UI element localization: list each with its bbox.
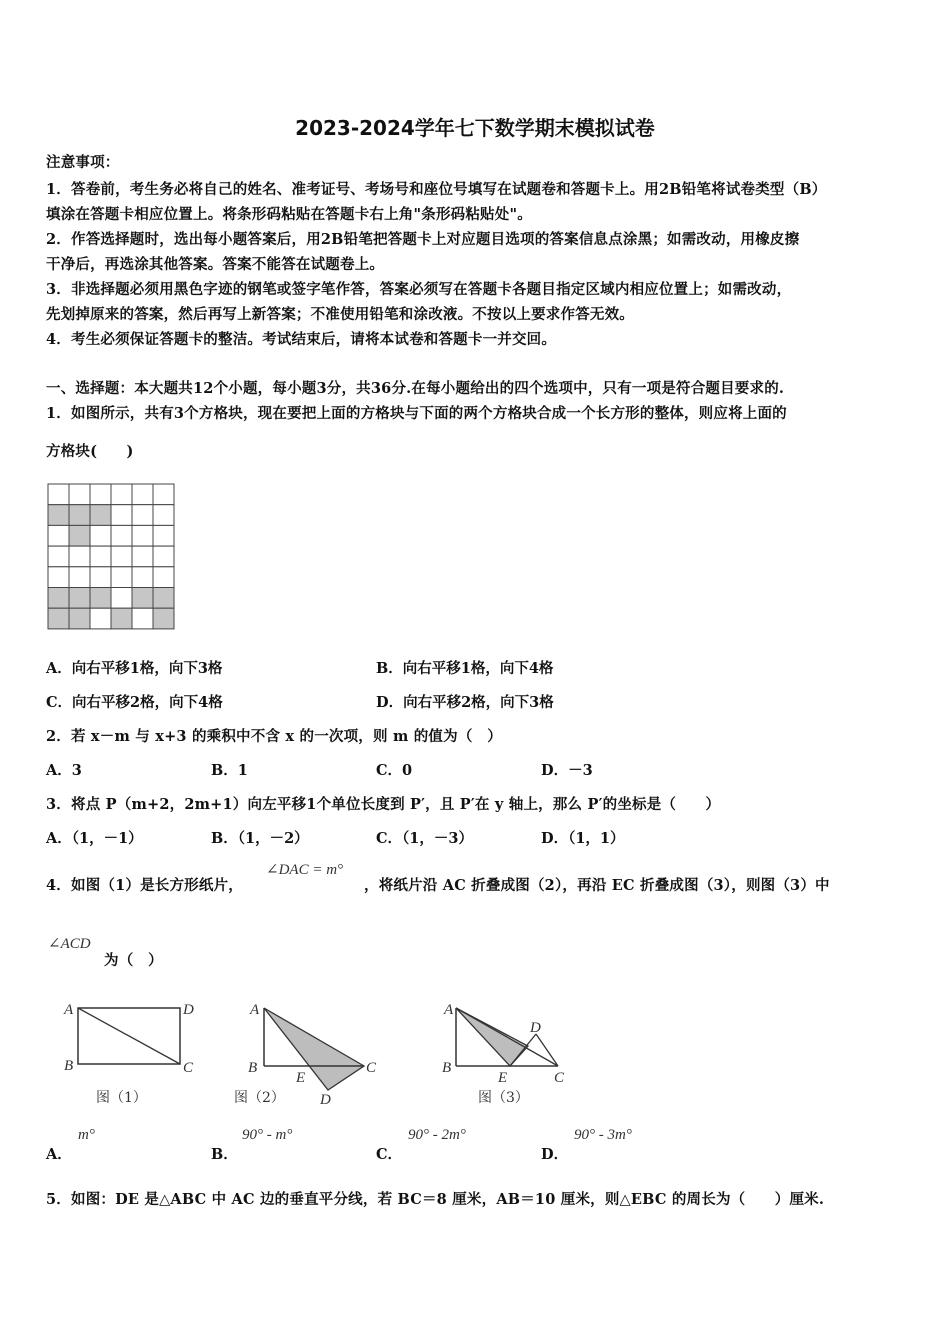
q4-option-c-value[interactable]: 90° - 2m°: [408, 1127, 466, 1143]
q4-option-a-value[interactable]: m°: [78, 1127, 95, 1143]
notice-line: 填涂在答题卡相应位置上。将条形码粘贴在答题卡右上角"条形码粘贴处"。: [46, 206, 532, 223]
page-title: 2023-2024学年七下数学期末模拟试卷: [295, 116, 655, 140]
q2-option-a[interactable]: A．3: [46, 762, 82, 779]
section-heading: 一、选择题：本大题共12个小题，每小题3分，共36分.在每小题给出的四个选项中，只有一项是符合题目要求的.: [46, 380, 785, 397]
point-label-a: A: [64, 1002, 74, 1018]
q4-stem-part2: ，将纸片沿 AC 折叠成图（2），再沿 EC 折叠成图（3），则图（3）中: [364, 877, 830, 894]
q3-option-b[interactable]: B．（1，－2）: [211, 830, 309, 847]
point-label-a: A: [444, 1002, 454, 1018]
q2-option-d[interactable]: D．－3: [541, 762, 593, 779]
grid-cell: [48, 484, 69, 505]
grid-cell: [132, 525, 153, 546]
q2-stem: 2．若 x－m 与 x+3 的乘积中不含 x 的一次项，则 m 的值为（ ）: [46, 728, 502, 745]
grid-cell: [90, 525, 111, 546]
q4-option-b-letter[interactable]: B．: [211, 1146, 238, 1163]
grid-cell: [48, 567, 69, 588]
grid-cell: [132, 588, 153, 609]
point-label-e: E: [296, 1070, 306, 1086]
grid-cell: [132, 608, 153, 629]
grid-cell: [153, 588, 174, 609]
q4-option-d-value[interactable]: 90° - 3m°: [574, 1127, 632, 1143]
grid-cell: [48, 525, 69, 546]
grid-cell: [153, 505, 174, 526]
notice-line: 先划掉原来的答案，然后再写上新答案；不准使用铅笔和涂改液。不按以上要求作答无效。: [46, 306, 634, 323]
q2-option-c[interactable]: C．0: [376, 762, 413, 779]
notice-line: 4．考生必须保证答题卡的整洁。考试结束后，请将本试卷和答题卡一并交回。: [46, 331, 557, 348]
point-label-b: B: [248, 1060, 258, 1076]
point-label-a: A: [250, 1002, 260, 1018]
grid-cell: [132, 567, 153, 588]
q1-grid-figure: [47, 483, 177, 631]
q1-stem-line1: 1．如图所示，共有3个方格块，现在要把上面的方格块与下面的两个方格块合成一个长方形的整体，则应将上面的: [46, 405, 787, 422]
point-label-e: E: [498, 1070, 508, 1086]
grid-cell: [90, 588, 111, 609]
grid-cell: [48, 588, 69, 609]
q4-stem-part3: 为（ ）: [104, 952, 163, 969]
q1-stem-line2: 方格块( ): [46, 443, 134, 460]
grid-cell: [48, 608, 69, 629]
grid-cell: [153, 567, 174, 588]
grid-cell: [111, 608, 132, 629]
q4-angle-dac: ∠DAC = m°: [266, 862, 344, 878]
grid-cell: [132, 546, 153, 567]
q4-angle-acd: ∠ACD: [48, 936, 91, 952]
grid-cell: [69, 567, 90, 588]
q4-option-c-letter[interactable]: C．: [376, 1146, 403, 1163]
grid-cell: [111, 588, 132, 609]
grid-cell: [111, 484, 132, 505]
grid-cell: [132, 505, 153, 526]
grid-cell: [153, 608, 174, 629]
grid-cell: [132, 484, 153, 505]
q2-option-b[interactable]: B．1: [211, 762, 248, 779]
point-label-c: C: [183, 1060, 194, 1076]
q3-option-c[interactable]: C．（1，－3）: [376, 830, 473, 847]
q1-option-a[interactable]: A．向右平移1格，向下3格: [46, 660, 223, 677]
q4-option-d-letter[interactable]: D．: [541, 1146, 569, 1163]
grid-cell: [111, 505, 132, 526]
point-label-d: D: [530, 1020, 541, 1036]
point-label-c: C: [366, 1060, 377, 1076]
grid-cell: [69, 608, 90, 629]
grid-cell: [48, 546, 69, 567]
point-label-d: D: [183, 1002, 194, 1018]
point-label-c: C: [554, 1070, 565, 1086]
q5-stem: 5．如图：DE 是△ABC 中 AC 边的垂直平分线，若 BC＝8 厘米，AB＝10 厘米，则△EBC 的周长为（ ）厘米.: [46, 1191, 825, 1208]
notice-heading: 注意事项：: [46, 154, 120, 171]
notice-line: 3．非选择题必须用黑色字迹的钢笔或签字笔作答，答案必须写在答题卡各题目指定区域内相应位置上；如需改动，: [46, 281, 792, 298]
q4-option-a-letter[interactable]: A．: [46, 1146, 72, 1163]
grid-cell: [153, 546, 174, 567]
q4-stem-part1: 4．如图（1）是长方形纸片，: [46, 877, 243, 894]
point-label-d: D: [320, 1092, 331, 1108]
q3-option-a[interactable]: A．（1，－1）: [46, 830, 143, 847]
grid-cell: [69, 484, 90, 505]
grid-cell: [69, 525, 90, 546]
q1-option-c[interactable]: C．向右平移2格，向下4格: [46, 694, 223, 711]
point-label-b: B: [64, 1058, 74, 1074]
grid-cell: [69, 588, 90, 609]
grid-cell: [90, 484, 111, 505]
q3-option-d[interactable]: D．（1，1）: [541, 830, 625, 847]
grid-cell: [69, 505, 90, 526]
grid-cell: [48, 505, 69, 526]
q4-figure-3: [440, 996, 580, 1086]
point-label-b: B: [442, 1060, 452, 1076]
notice-line: 2．作答选择题时，选出每小题答案后，用2B铅笔把答题卡上对应题目选项的答案信息点涂黑；如需改动，用橡皮擦: [46, 231, 800, 248]
q3-stem: 3．将点 P（m+2，2m+1）向左平移1个单位长度到 P′，且 P′在 y 轴上，那么 P′的坐标是（ ）: [46, 796, 721, 813]
q1-option-d[interactable]: D．向右平移2格，向下3格: [376, 694, 554, 711]
grid-cell: [90, 608, 111, 629]
q4-figure-3-caption: 图（3）: [478, 1090, 529, 1106]
grid-cell: [90, 546, 111, 567]
q4-option-b-value[interactable]: 90° - m°: [242, 1127, 293, 1143]
grid-cell: [90, 505, 111, 526]
grid-cell: [111, 546, 132, 567]
q4-figure-2-caption: 图（2）: [234, 1090, 285, 1106]
notice-line: 干净后，再选涂其他答案。答案不能答在试题卷上。: [46, 256, 385, 273]
grid-cell: [69, 546, 90, 567]
q4-figure-1: [60, 996, 200, 1080]
grid-cell: [111, 567, 132, 588]
grid-cell: [153, 484, 174, 505]
q4-figure-1-caption: 图（1）: [96, 1090, 147, 1106]
notice-line: 1．答卷前，考生务必将自己的姓名、准考证号、考场号和座位号填写在试题卷和答题卡上。用2B铅笔将试卷类型（B）: [46, 181, 827, 198]
grid-cell: [153, 525, 174, 546]
grid-cell: [90, 567, 111, 588]
q1-option-b[interactable]: B．向右平移1格，向下4格: [376, 660, 554, 677]
grid-cell: [111, 525, 132, 546]
